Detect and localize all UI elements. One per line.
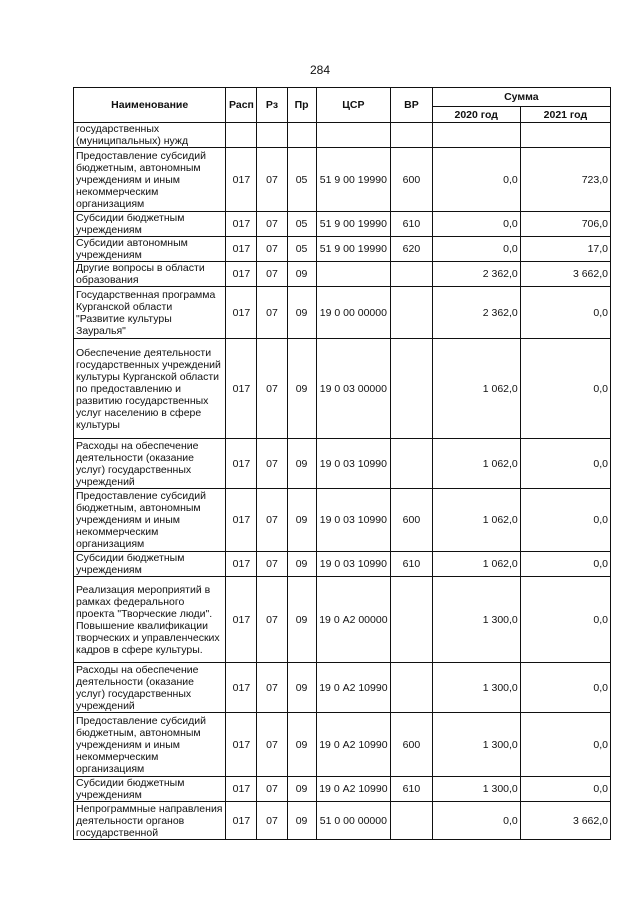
cell-v2020: 0,0 [432,148,520,212]
cell-v2020: 1 300,0 [432,777,520,802]
cell-vr: 600 [391,148,432,212]
cell-rasp: 017 [226,339,257,439]
cell-rasp: 017 [226,287,257,339]
table-row [74,577,611,663]
cell-rasp: 017 [226,802,257,840]
cell-v2020: 2 362,0 [432,287,520,339]
cell-rz: 07 [257,577,287,663]
cell-v2021: 17,0 [520,237,610,262]
cell-name: Предоставление субсидий бюджетным, автономным учреждениям и иным некоммерческим организациям [74,489,226,552]
cell-vr: 620 [391,237,432,262]
table-row [74,237,611,262]
cell-rasp: 017 [226,577,257,663]
table-row [74,777,611,802]
table-row [74,552,611,577]
cell-csr: 51 9 00 19990 [316,212,391,237]
cell-pr: 09 [287,777,316,802]
cell-rz: 07 [257,713,287,777]
cell-v2021: 0,0 [520,552,610,577]
cell-vr [391,663,432,713]
cell-rz: 07 [257,339,287,439]
cell-pr: 09 [287,339,316,439]
cell-pr: 05 [287,148,316,212]
cell-v2021: 0,0 [520,713,610,777]
cell-v2021: 0,0 [520,439,610,489]
cell-name: Непрограммные направления деятельности органов государственной [74,802,226,840]
cell-rasp: 017 [226,777,257,802]
cell-pr: 05 [287,212,316,237]
cell-v2021: 0,0 [520,577,610,663]
cell-vr: 610 [391,777,432,802]
cell-vr [391,577,432,663]
cell-csr: 19 0 А2 10990 [316,777,391,802]
cell-rasp: 017 [226,262,257,287]
cell-pr: 09 [287,577,316,663]
cell-vr [391,287,432,339]
cell-v2020: 1 062,0 [432,339,520,439]
cell-pr: 09 [287,552,316,577]
cell-v2021: 3 662,0 [520,262,610,287]
cell-v2020: 1 062,0 [432,439,520,489]
cell-vr: 600 [391,489,432,552]
cell-v2021: 0,0 [520,489,610,552]
table-row [74,287,611,339]
cell-pr [287,123,316,148]
cell-rz: 07 [257,212,287,237]
header-rz: Рз [257,88,287,123]
cell-pr: 09 [287,439,316,489]
cell-name: Другие вопросы в области образования [74,262,226,287]
cell-rz: 07 [257,148,287,212]
cell-rasp: 017 [226,439,257,489]
cell-v2020: 2 362,0 [432,262,520,287]
cell-name: Расходы на обеспечение деятельности (оказание услуг) государственных учреждений [74,663,226,713]
cell-csr: 19 0 А2 10990 [316,713,391,777]
cell-csr: 19 0 03 10990 [316,489,391,552]
cell-v2020: 0,0 [432,237,520,262]
table-row [74,339,611,439]
cell-csr: 19 0 03 00000 [316,339,391,439]
header-year-2020: 2020 год [432,107,520,123]
cell-name: Субсидии бюджетным учреждениям [74,212,226,237]
cell-pr: 09 [287,713,316,777]
cell-name: Предоставление субсидий бюджетным, автономным учреждениям и иным некоммерческим организациям [74,713,226,777]
cell-csr: 51 9 00 19990 [316,148,391,212]
cell-v2021: 0,0 [520,777,610,802]
cell-rasp: 017 [226,552,257,577]
cell-csr [316,123,391,148]
cell-v2020: 1 300,0 [432,713,520,777]
cell-rasp: 017 [226,212,257,237]
cell-csr: 19 0 03 10990 [316,552,391,577]
cell-vr [391,123,432,148]
cell-pr: 09 [287,262,316,287]
cell-v2020: 1 300,0 [432,577,520,663]
cell-pr: 09 [287,802,316,840]
cell-v2021: 0,0 [520,339,610,439]
table-row [74,262,611,287]
cell-rz: 07 [257,287,287,339]
cell-v2021: 0,0 [520,663,610,713]
header-sum: Сумма [432,88,610,107]
cell-rz: 07 [257,489,287,552]
cell-name: Субсидии бюджетным учреждениям [74,777,226,802]
cell-v2020: 1 062,0 [432,552,520,577]
cell-name: Субсидии бюджетным учреждениям [74,552,226,577]
table-row [74,123,611,148]
cell-name: Реализация мероприятий в рамках федерального проекта "Творческие люди". Повышение квалификации творческих и управленческих кадров в сфере культуры. [74,577,226,663]
cell-v2021: 723,0 [520,148,610,212]
cell-name: Обеспечение деятельности государственных учреждений культуры Курганской области по предоставлению и развитию государственных услуг населению в сфере культуры [74,339,226,439]
cell-rasp: 017 [226,148,257,212]
cell-v2021: 706,0 [520,212,610,237]
cell-name: государственных (муниципальных) нужд [74,123,226,148]
cell-name: Субсидии автономным учреждениям [74,237,226,262]
cell-csr: 19 0 А2 00000 [316,577,391,663]
cell-csr: 19 0 03 10990 [316,439,391,489]
cell-vr: 610 [391,552,432,577]
cell-rasp [226,123,257,148]
cell-rz: 07 [257,439,287,489]
table-row [74,439,611,489]
table-row [74,713,611,777]
page-number: 284 [309,63,331,77]
cell-rasp: 017 [226,489,257,552]
cell-name: Расходы на обеспечение деятельности (оказание услуг) государственных учреждений [74,439,226,489]
table-row [74,212,611,237]
cell-v2021: 3 662,0 [520,802,610,840]
cell-v2020: 1 300,0 [432,663,520,713]
cell-v2020 [432,123,520,148]
cell-rasp: 017 [226,713,257,777]
cell-v2021: 0,0 [520,287,610,339]
header-pr: Пр [287,88,316,123]
cell-csr [316,262,391,287]
cell-rasp: 017 [226,237,257,262]
table-row [74,663,611,713]
header-vr: ВР [391,88,432,123]
cell-rz: 07 [257,663,287,713]
cell-rz: 07 [257,552,287,577]
cell-pr: 09 [287,663,316,713]
cell-rz [257,123,287,148]
cell-vr [391,439,432,489]
cell-pr: 05 [287,237,316,262]
cell-vr [391,802,432,840]
cell-vr [391,339,432,439]
cell-pr: 09 [287,287,316,339]
cell-name: Предоставление субсидий бюджетным, автономным учреждениям и иным некоммерческим организациям [74,148,226,212]
cell-v2020: 1 062,0 [432,489,520,552]
cell-vr: 600 [391,713,432,777]
cell-vr: 610 [391,212,432,237]
cell-v2020: 0,0 [432,802,520,840]
cell-rz: 07 [257,777,287,802]
cell-csr: 19 0 00 00000 [316,287,391,339]
cell-rz: 07 [257,262,287,287]
cell-rasp: 017 [226,663,257,713]
table-row [74,802,611,840]
cell-v2021 [520,123,610,148]
header-name: Наименование [74,88,226,123]
cell-rz: 07 [257,237,287,262]
cell-v2020: 0,0 [432,212,520,237]
budget-table [73,87,611,840]
header-year-2021: 2021 год [520,107,610,123]
cell-pr: 09 [287,489,316,552]
cell-rz: 07 [257,802,287,840]
cell-csr: 51 9 00 19990 [316,237,391,262]
cell-vr [391,262,432,287]
table-row [74,489,611,552]
cell-csr: 51 0 00 00000 [316,802,391,840]
cell-name: Государственная программа Курганской области "Развитие культуры Зауралья" [74,287,226,339]
cell-csr: 19 0 А2 10990 [316,663,391,713]
table-row [74,148,611,212]
header-csr: ЦСР [316,88,391,123]
header-rasp: Расп [226,88,257,123]
